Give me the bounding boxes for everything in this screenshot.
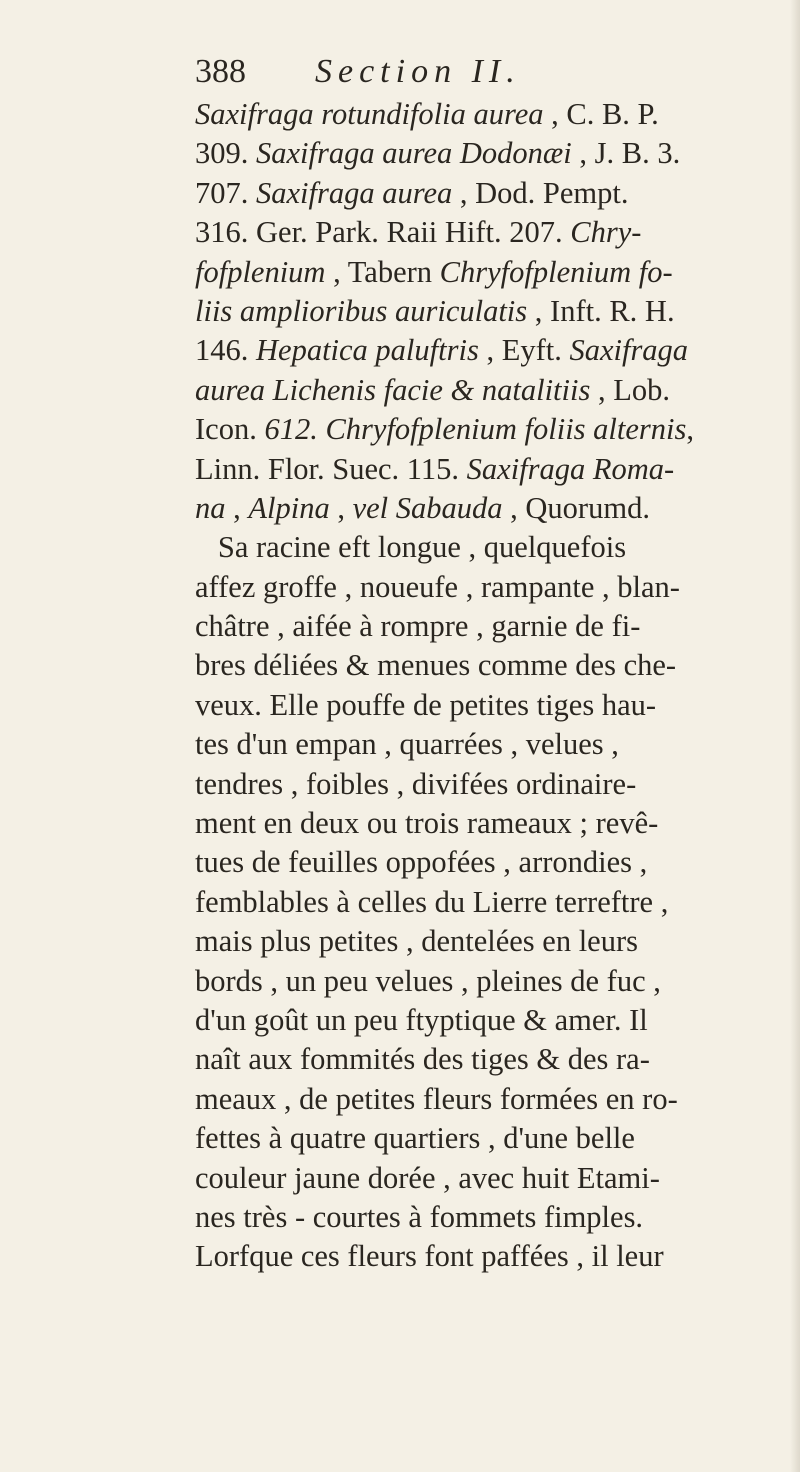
text-segment: châtre , aifée à rompre , garnie de fi- [195,609,641,644]
text-line [195,1159,780,1198]
text-line [195,213,780,252]
italic-segment: fofplenium [195,254,326,289]
text-line [195,765,780,804]
italic-segment: Saxifraga aurea Dodonæi [256,136,572,171]
text-segment: , Tabern [325,254,440,289]
text-line [195,95,780,134]
italic-segment: 612. Chryfofplenium foliis alternis [264,412,687,447]
italic-segment: Hepatica paluftris [256,333,479,368]
text-line [195,371,780,410]
text-line [195,686,780,725]
text-segment: , [686,412,694,447]
text-segment: , J. B. 3. [571,136,681,171]
text-segment: tendres , foibles , divifées ordinaire- [195,766,637,801]
text-segment: Lorfque ces fleurs font paffées , il leur [195,1239,664,1274]
text-segment: 707. [195,175,256,210]
text-line [195,1040,780,1079]
text-line [195,174,780,213]
text-line [195,1198,780,1237]
text-segment: tues de feuilles oppofées , arrondies , [195,845,648,880]
text-segment: , [329,490,353,525]
text-line [195,922,780,961]
italic-segment: na [195,490,226,525]
text-segment: affez groffe , noueufe , rampante , blan- [195,569,680,604]
italic-segment: Chry- [570,215,642,250]
text-segment: , [225,490,249,525]
text-line [195,1119,780,1158]
text-segment: , Lob. [590,372,670,407]
italic-segment: Saxifraga [569,333,689,368]
text-line [195,1237,780,1276]
text-segment: , Inft. R. H. [527,293,675,328]
running-header [195,50,755,94]
italic-segment: Saxifraga aurea [256,175,453,210]
italic-segment: Alpina [248,490,330,525]
text-line [195,883,780,922]
page-edge-shadow [790,0,800,1472]
text-segment: naît aux fommités des tiges & des ra- [195,1042,650,1077]
text-line [195,725,780,764]
italic-segment: aurea Lichenis facie & natalitiis [195,372,591,407]
text-line [195,1001,780,1040]
text-segment: , Quorumd. [502,490,650,525]
text-segment: d'un goût un peu ftyptique & amer. Il [195,1002,648,1037]
text-segment: tes d'un empan , quarrées , velues , [195,727,619,762]
text-line [195,410,780,449]
text-segment: veux. Elle pouffe de petites tiges hau- [195,687,657,722]
italic-segment: Saxifraga Roma- [466,451,675,486]
text-line [195,134,780,173]
text-segment: bres déliées & menues comme des che- [195,648,677,683]
text-line [195,450,780,489]
text-segment: femblables à celles du Lierre terreftre , [195,884,669,919]
running-title: Section II. [315,53,521,90]
italic-segment: Saxifraga rotundifolia aurea [195,97,544,131]
text-segment: Icon. [195,412,265,447]
text-line [195,489,780,528]
text-line [195,1080,780,1119]
text-segment: Linn. Flor. Suec. 115. [195,451,467,486]
text-segment: ment en deux ou trois rameaux ; revê- [195,806,659,841]
text-segment: 146. [195,333,256,368]
text-segment: couleur jaune dorée , avec huit Etami- [195,1160,660,1195]
italic-segment: vel Sabauda [352,490,503,525]
text-segment: meaux , de petites fleurs formées en ro- [195,1081,678,1116]
text-line [195,568,780,607]
text-line [195,292,780,331]
text-line [195,331,780,370]
italic-segment: liis amplioribus auriculatis [195,293,528,328]
text-segment: mais plus petites , dentelées en leurs [195,924,638,959]
text-line [195,528,780,567]
text-line [195,646,780,685]
text-segment: 316. Ger. Park. Raii Hift. 207. [195,215,571,250]
text-line [195,253,780,292]
text-line [195,607,780,646]
text-segment: fettes à quatre quartiers , d'une belle [195,1121,635,1156]
text-segment: , C. B. P. [543,97,659,131]
text-segment: Sa racine eft longue , quelquefois [195,530,627,565]
italic-segment: Chryfofplenium fo- [439,254,673,289]
text-segment: nes très - courtes à fommets fimples. [195,1199,644,1234]
page-number: 388 [195,53,246,90]
text-line [195,843,780,882]
text-segment: , Eyft. [478,333,570,368]
text-line [195,804,780,843]
text-segment: 309. [195,136,256,171]
text-segment: bords , un peu velues , pleines de fuc , [195,963,661,998]
text-segment: , Dod. Pempt. [452,175,629,210]
body-text [195,95,780,1277]
text-line [195,962,780,1001]
